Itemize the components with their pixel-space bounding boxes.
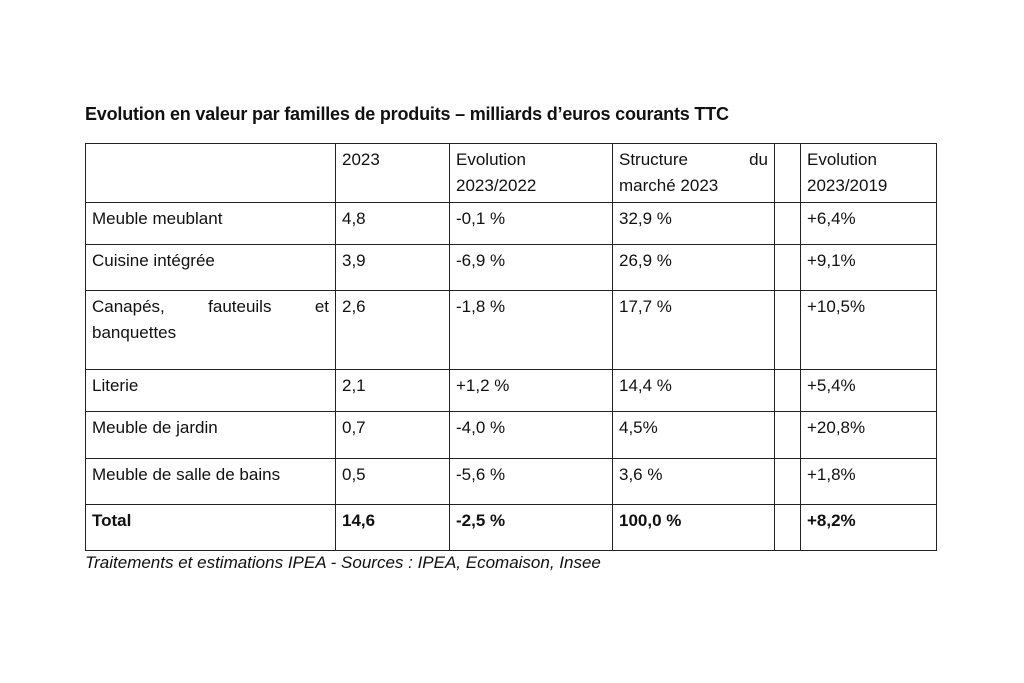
header-label: Evolution <box>807 150 877 169</box>
value-2023: 0,7 <box>336 412 450 459</box>
spacer-cell <box>775 245 801 291</box>
row-label: Meuble de salle de bains <box>86 459 336 505</box>
header-cell-2023 <box>336 144 450 203</box>
market-share: 32,9 % <box>613 203 775 245</box>
evolution-2019: +8,2% <box>801 505 937 551</box>
row-label <box>86 291 336 370</box>
row-label: Cuisine intégrée <box>86 245 336 291</box>
table-row <box>86 291 937 370</box>
market-share: 100,0 % <box>613 505 775 551</box>
value-2023: 3,9 <box>336 245 450 291</box>
spacer-cell <box>775 144 801 203</box>
market-share: 3,6 % <box>613 459 775 505</box>
row-label: Meuble meublant <box>86 203 336 245</box>
market-share: 14,4 % <box>613 370 775 412</box>
header-label: marché 2023 <box>619 176 719 195</box>
spacer-cell <box>775 459 801 505</box>
evolution-2019: +5,4% <box>801 370 937 412</box>
spacer-cell <box>775 412 801 459</box>
evolution-2022: +1,2 % <box>450 370 613 412</box>
row-label: Total <box>86 505 336 551</box>
spacer-cell <box>775 291 801 370</box>
header-cell-evolution-2019 <box>801 144 937 203</box>
evolution-2022: -6,9 % <box>450 245 613 291</box>
evolution-2022: -2,5 % <box>450 505 613 551</box>
header-label: 2023 <box>342 150 380 169</box>
header-row <box>86 144 937 203</box>
evolution-2019: +20,8% <box>801 412 937 459</box>
source-note: Traitements et estimations IPEA - Sources : IPEA, Ecomaison, Insee <box>85 553 601 572</box>
market-share: 4,5% <box>613 412 775 459</box>
evolution-2022: -0,1 % <box>450 203 613 245</box>
value-2023: 4,8 <box>336 203 450 245</box>
evolution-2019: +10,5% <box>801 291 937 370</box>
spacer-cell <box>775 370 801 412</box>
row-label: Literie <box>86 370 336 412</box>
data-table <box>85 143 937 551</box>
table-row <box>86 459 937 505</box>
value-2023: 14,6 <box>336 505 450 551</box>
value-2023: 2,6 <box>336 291 450 370</box>
header-cell-evolution-2022 <box>450 144 613 203</box>
header-label: 2023/2019 <box>807 176 888 195</box>
header-label: Evolution <box>456 150 526 169</box>
header-label: 2023/2022 <box>456 176 537 195</box>
market-share: 17,7 % <box>613 291 775 370</box>
value-2023: 2,1 <box>336 370 450 412</box>
evolution-2019: +6,4% <box>801 203 937 245</box>
evolution-2022: -4,0 % <box>450 412 613 459</box>
row-label-line: banquettes <box>92 323 177 342</box>
row-label-line: Canapés, fauteuils et <box>92 297 329 316</box>
header-cell-empty <box>86 144 336 203</box>
market-share: 26,9 % <box>613 245 775 291</box>
evolution-2022: -1,8 % <box>450 291 613 370</box>
table-row <box>86 412 937 459</box>
evolution-2019: +9,1% <box>801 245 937 291</box>
table-row <box>86 203 937 245</box>
spacer-cell <box>775 203 801 245</box>
table-title: Evolution en valeur par familles de produits – milliards d’euros courants TTC <box>85 104 729 124</box>
header-cell-structure <box>613 144 775 203</box>
table-row <box>86 370 937 412</box>
value-2023: 0,5 <box>336 459 450 505</box>
table-row <box>86 245 937 291</box>
evolution-2022: -5,6 % <box>450 459 613 505</box>
total-row <box>86 505 937 551</box>
evolution-2019: +1,8% <box>801 459 937 505</box>
header-label: Structure du <box>619 150 768 169</box>
spacer-cell <box>775 505 801 551</box>
row-label: Meuble de jardin <box>86 412 336 459</box>
